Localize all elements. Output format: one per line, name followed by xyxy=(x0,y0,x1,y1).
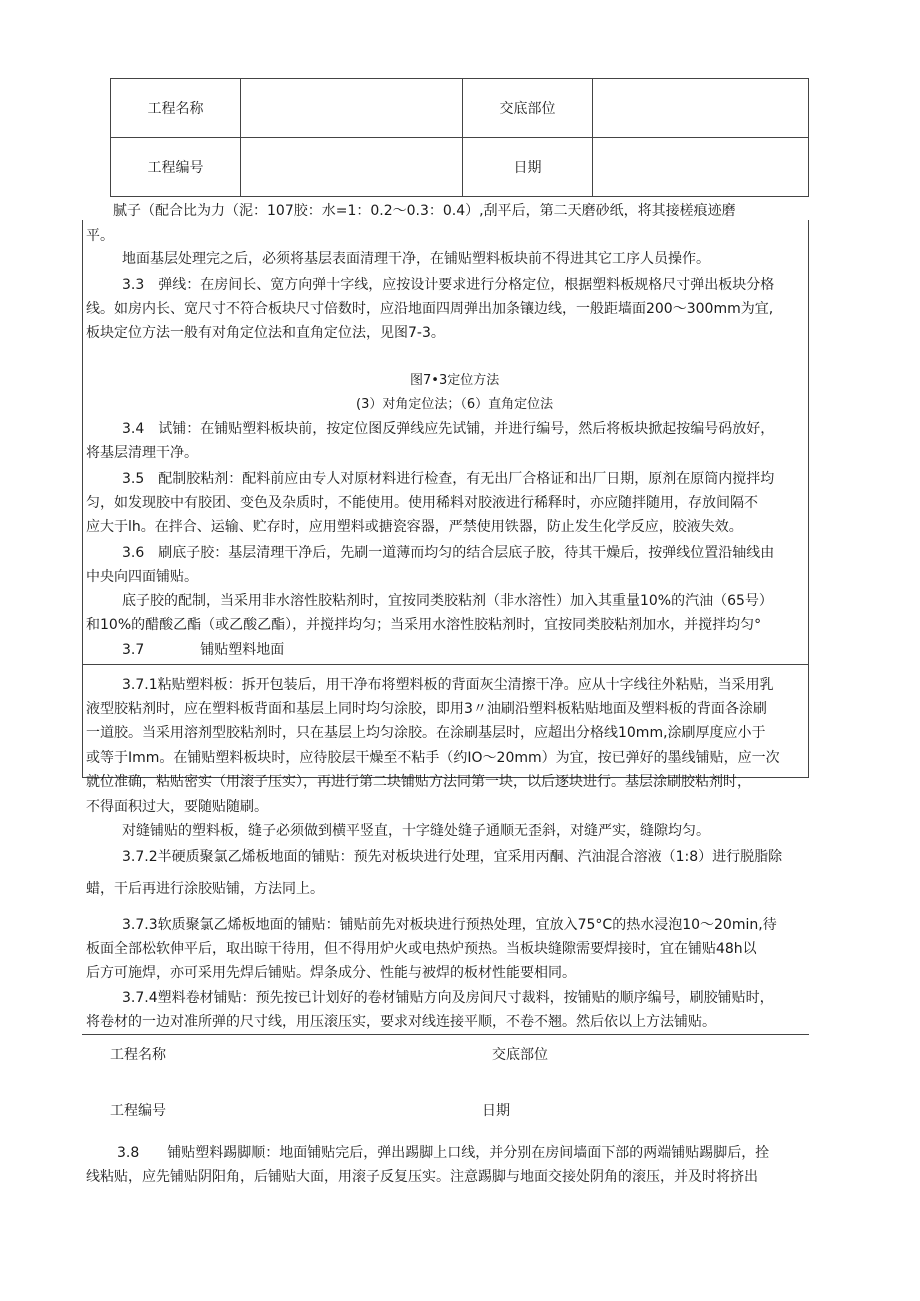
paragraph-line: 或等于Imm。在铺贴塑料板块时，应待胶层干燥至不粘手（约IO～20mm）为宜，按已弹好的墨线铺贴，应一次 xyxy=(86,750,780,766)
paragraph-line: 板面全部松软伸平后，取出晾干待用，但不得用炉火或电热炉预热。当板块缝隙需要焊接时，宜在铺贴48h以 xyxy=(86,941,757,957)
header-table xyxy=(110,78,809,197)
paragraph-line: 蜡，干后再进行涂胶贴铺，方法同上。 xyxy=(86,881,324,897)
paragraph-line: 3.7.4塑料卷材铺贴：预先按已计划好的卷材铺贴方向及房间尺寸裁料，按铺贴的顺序编号，刷胶铺贴时， xyxy=(122,990,774,1006)
section-divider xyxy=(82,664,809,665)
project-no-value xyxy=(241,138,463,197)
date-value xyxy=(593,138,809,197)
paragraph-line: 就位准确，粘贴密实（用滚子压实），再进行第二块铺贴方法同第一块，以后逐块进行。基层涂刷胶粘剂时， xyxy=(86,774,751,790)
body-line: 地面基层处理完之后，必须将基层表面清理干净，在铺贴塑料板块前不得进其它工序人员操作。 xyxy=(122,251,710,267)
body-line: 平。 xyxy=(86,228,114,244)
body-line: 线。如房内长、宽尺寸不符合板块尺寸倍数时，应沿地面四周弹出加条镶边线，一般距墙面200～300mm为宜, xyxy=(86,301,774,317)
handover-part-label: 交底部位 xyxy=(463,79,593,138)
paragraph-line: 不得面积过大，要随贴随刷。 xyxy=(86,799,268,815)
paragraph-line: 3.7 铺贴塑料地面 xyxy=(122,642,285,658)
footer-handover-part-label: 交底部位 xyxy=(492,1047,548,1063)
body-line: 3.3 弹线：在房间长、宽方向弹十字线，应按设计要求进行分格定位，根据塑料板规格尺寸弹出板块分格 xyxy=(122,277,775,293)
project-no-label: 工程编号 xyxy=(111,138,241,197)
paragraph-line: 3.6 刷底子胶：基层清理干净后，先刷一道薄而均匀的结合层底子胶，待其干燥后，按弹线位置沿轴线由 xyxy=(122,545,775,561)
body-line: 板块定位方法一般有对角定位法和直角定位法，见图7-3。 xyxy=(86,325,445,341)
paragraph-line: 底子胶的配制，当采用非水溶性胶粘剂时，宜按同类胶粘剂（非水溶性）加入其重量10%的汽油（65号） xyxy=(122,593,773,609)
paragraph-line: 匀，如发现胶中有胶团、变色及杂质时，不能使用。使用稀料对胶液进行稀释时，亦应随拌随用，存放间隔不 xyxy=(86,495,758,511)
paragraph-line: 一道胶。当采用溶剂型胶粘剂时，只在基层上均匀涂胶。在涂刷基层时，应超出分格线10mm,涂刷厚度应小于 xyxy=(86,725,766,741)
paragraph-line: 液型胶粘剂时，应在塑料板背面和基层上同时均匀涂胶，即用3〃油刷沿塑料板粘贴地面及塑料板的背面各涂刷 xyxy=(86,701,767,717)
body-line: 腻子（配合比为力（泥：107胶：水=1：0.2～0.3：0.4）,刮平后，第二天磨砂纸，将其接槎痕迹磨 xyxy=(113,203,736,219)
paragraph-line: 对缝铺贴的塑料板，缝子必须做到横平竖直，十字缝处缝子通顺无歪斜，对缝严实，缝隙均匀。 xyxy=(122,823,710,839)
paragraph-line: 后方可施焊，亦可采用先焊后铺贴。焊条成分、性能与被焊的板材性能要相同。 xyxy=(86,965,576,981)
paragraph-line: 3.7.1粘贴塑料板：拆开包装后，用干净布将塑料板的背面灰尘清擦干净。应从十字线往外粘贴，当采用乳 xyxy=(122,677,774,693)
figure-subcaption: (3）对角定位法；（6）直角定位法 xyxy=(356,397,554,412)
project-name-label: 工程名称 xyxy=(111,79,241,138)
paragraph-line: 和10%的醋酸乙酯（或乙酸乙酯），并搅拌均匀；当采用水溶性胶粘剂时，宜按同类胶粘剂加水，并搅拌均匀° xyxy=(86,617,762,633)
tail-line: 线粘贴，应先铺贴阴阳角，后铺贴大面，用滚子反复压实。注意踢脚与地面交接处阴角的滚压，并及时将挤出 xyxy=(86,1169,758,1185)
project-name-value xyxy=(241,79,463,138)
paragraph-line: 3.4 试铺：在铺贴塑料板块前，按定位图反弹线应先试铺，并进行编号，然后将板块掀起按编号码放好， xyxy=(122,421,775,437)
date-label: 日期 xyxy=(463,138,593,197)
figure-caption: 图7•3定位方法 xyxy=(410,373,500,388)
paragraph-line: 应大于lh。在拌合、运输、贮存时，应用塑料或搪瓷容器，严禁使用铁器，防止发生化学反应，胶液失效。 xyxy=(86,519,743,535)
tail-line: 3.8 铺贴塑料踢脚顺：地面铺贴完后，弹出踢脚上口线，并分别在房间墙面下部的两端铺贴踢脚后，拴 xyxy=(117,1145,770,1161)
paragraph-line: 3.7.2半硬质聚氯乙烯板地面的铺贴：预先对板块进行处理，宜采用丙酮、汽油混合溶液（1:8）进行脱脂除 xyxy=(122,849,783,865)
paragraph-line: 3.7.3软质聚氯乙烯板地面的铺贴：铺贴前先对板块进行预热处理，宜放入75°C的热水浸泡10～20min,待 xyxy=(122,917,777,933)
paragraph-line: 将卷材的一边对准所弹的尺寸线，用压滚压实，要求对线连接平顺，不卷不翘。然后依以上方法铺贴。 xyxy=(86,1014,716,1030)
handover-part-value xyxy=(593,79,809,138)
footer-date-label: 日期 xyxy=(482,1103,510,1119)
footer-project-name-label: 工程名称 xyxy=(110,1047,166,1063)
paragraph-line: 将基层清理干净。 xyxy=(86,445,198,461)
footer-project-no-label: 工程编号 xyxy=(110,1103,166,1119)
paragraph-line: 3.5 配制胶粘剂：配料前应由专人对原材料进行检查，有无出厂合格证和出厂日期，原剂在原筒内搅拌均 xyxy=(122,471,775,487)
frame-bottom-line xyxy=(82,1034,809,1035)
paragraph-line: 中央向四面铺贴。 xyxy=(86,569,198,585)
